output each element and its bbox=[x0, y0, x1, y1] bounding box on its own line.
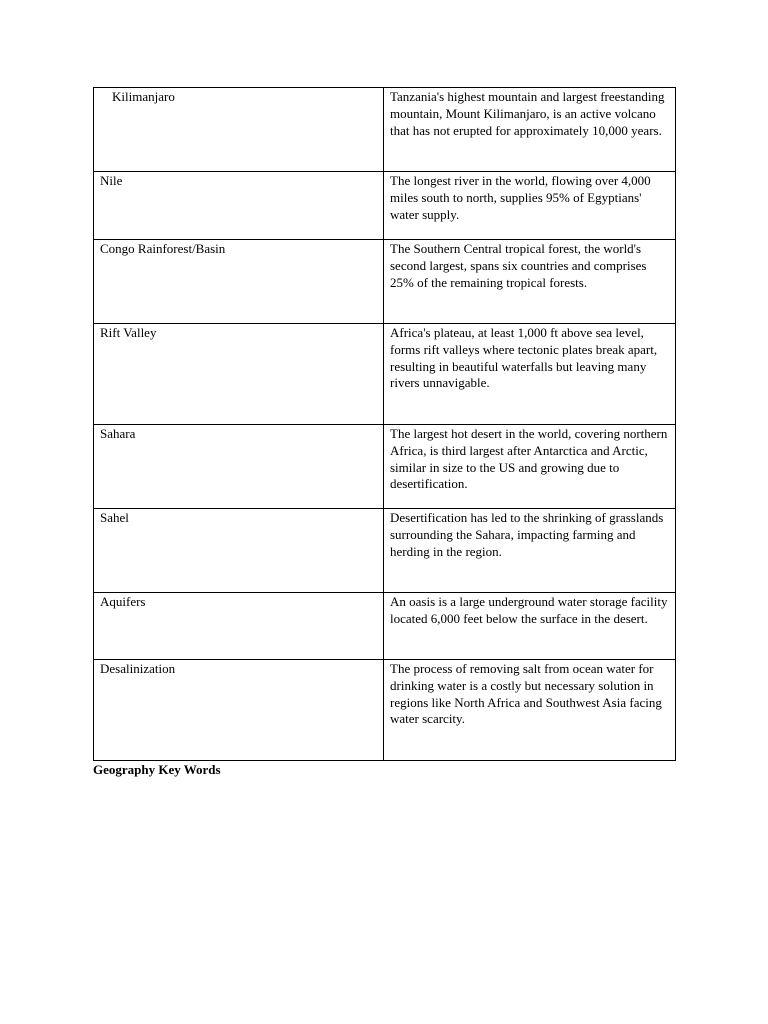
definition-cell: Desertification has led to the shrinking of grasslands surrounding the Sahara, impacting farming and herding in the region. bbox=[384, 509, 676, 593]
table-row bbox=[94, 240, 676, 324]
definition-cell: The Southern Central tropical forest, the world's second largest, spans six countries and comprises 25% of the remaining tropical forests. bbox=[384, 240, 676, 324]
table-row bbox=[94, 593, 676, 660]
term-cell: Rift Valley bbox=[94, 324, 384, 425]
definition-cell: The longest river in the world, flowing over 4,000 miles south to north, supplies 95% of Egyptians' water supply. bbox=[384, 172, 676, 240]
term-cell: Nile bbox=[94, 172, 384, 240]
term-cell: Sahara bbox=[94, 425, 384, 509]
table-row bbox=[94, 425, 676, 509]
term-cell: Sahel bbox=[94, 509, 384, 593]
term-cell: Desalinization bbox=[94, 660, 384, 761]
key-words-table bbox=[93, 87, 676, 761]
table-row bbox=[94, 509, 676, 593]
term-cell: Congo Rainforest/Basin bbox=[94, 240, 384, 324]
definition-cell: An oasis is a large underground water storage facility located 6,000 feet below the surface in the desert. bbox=[384, 593, 676, 660]
definition-cell: Africa's plateau, at least 1,000 ft above sea level, forms rift valleys where tectonic plates break apart, resulting in beautiful waterfalls but leaving many rivers unnavigable. bbox=[384, 324, 676, 425]
term-cell: Aquifers bbox=[94, 593, 384, 660]
table-row bbox=[94, 660, 676, 761]
table-row bbox=[94, 172, 676, 240]
definition-cell: The largest hot desert in the world, covering northern Africa, is third largest after Antarctica and Arctic, similar in size to the US and growing due to desertification. bbox=[384, 425, 676, 509]
table-caption: Geography Key Words bbox=[93, 762, 221, 777]
table-row bbox=[94, 88, 676, 172]
definition-cell: The process of removing salt from ocean water for drinking water is a costly but necessary solution in regions like North Africa and Southwest Asia facing water scarcity. bbox=[384, 660, 676, 761]
definition-cell: Tanzania's highest mountain and largest freestanding mountain, Mount Kilimanjaro, is an active volcano that has not erupted for approximately 10,000 years. bbox=[384, 88, 676, 172]
table-row bbox=[94, 324, 676, 425]
term-cell: Kilimanjaro bbox=[94, 88, 384, 172]
